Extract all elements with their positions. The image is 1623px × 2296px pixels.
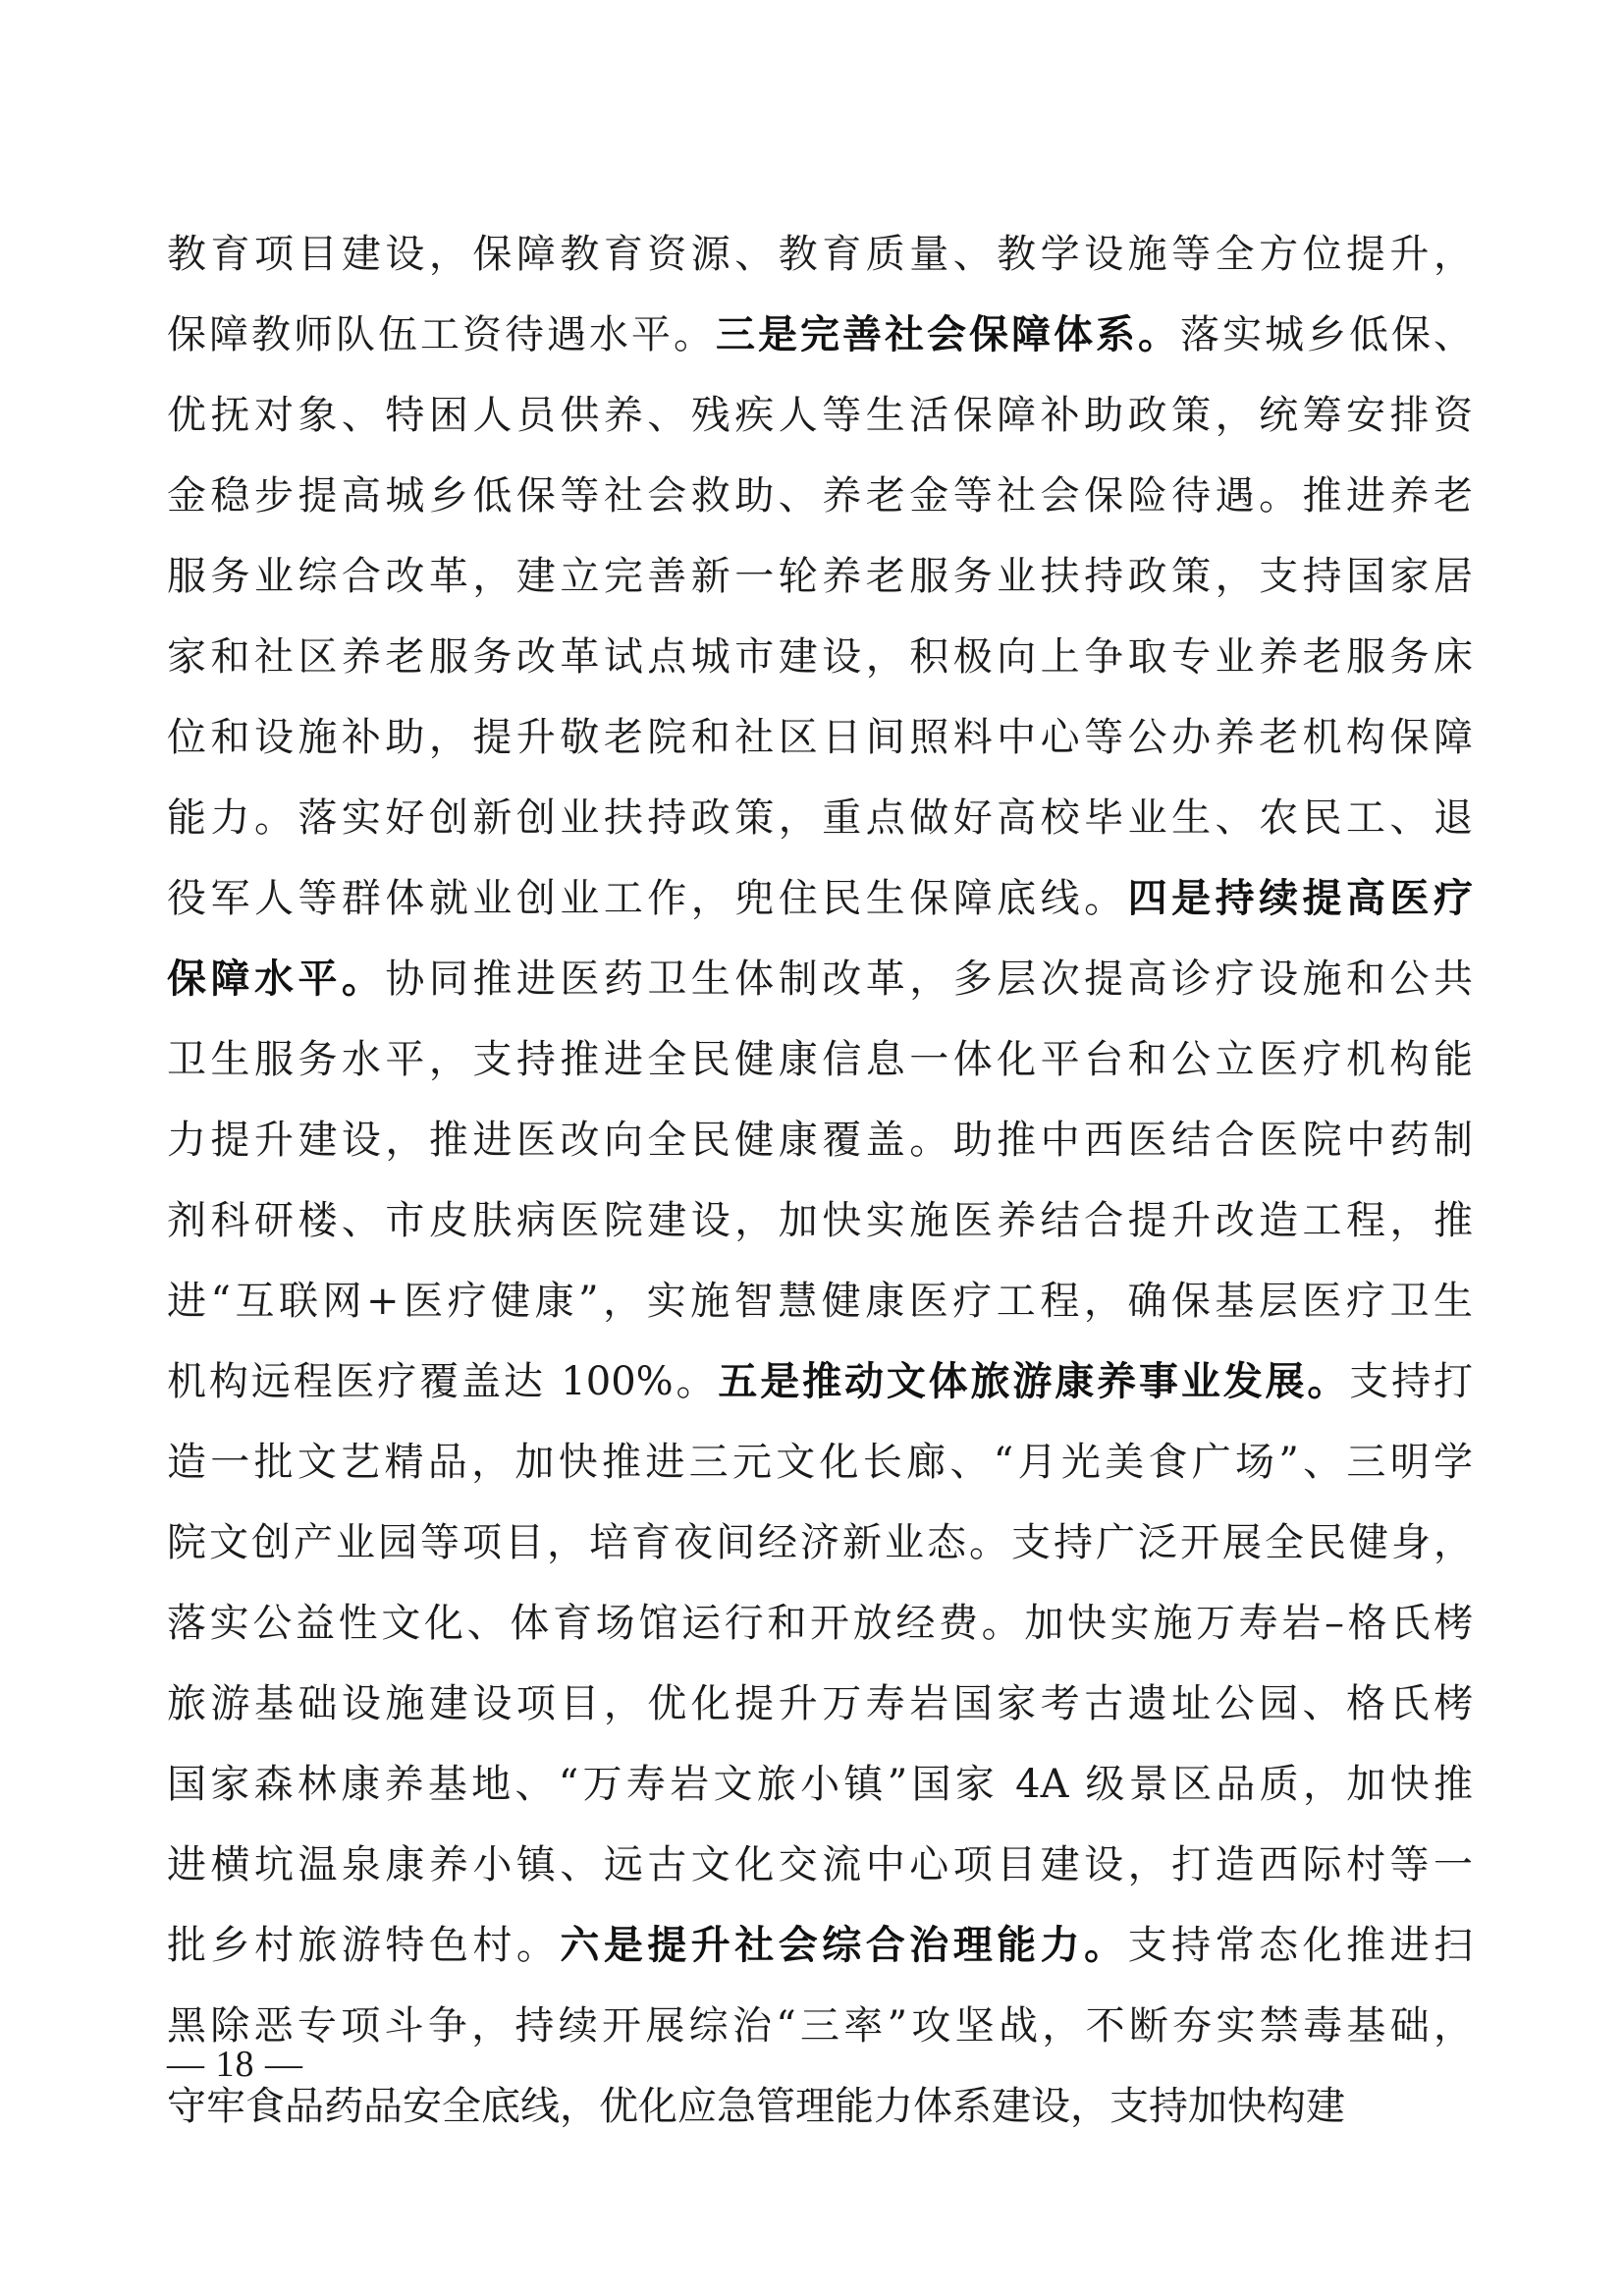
text-segment: 教育项目建设，保障教育资源、教育质量、教学设施等全方位提升， — [167, 232, 1473, 277]
text-segment: 优抚对象、特困人员供养、残疾人等生活保障补助政策，统筹安排资 — [167, 393, 1473, 438]
text-line — [167, 1905, 1473, 1986]
text-segment: 能力。落实好创新创业扶持政策，重点做好高校毕业生、农民工、退 — [167, 795, 1473, 841]
bold-heading-phrase: 六是提升社会综合治理能力。 — [560, 1923, 1128, 1968]
text-segment: 役军人等群体就业创业工作，兜住民生保障底线。 — [167, 876, 1128, 921]
text-segment: 落实城乡低保、 — [1180, 312, 1473, 357]
text-line — [167, 858, 1473, 939]
text-segment: 服务业综合改革，建立完善新一轮养老服务业扶持政策，支持国家居 — [167, 554, 1473, 599]
page-number: — 18 — — [167, 2044, 303, 2085]
text-segment: 批乡村旅游特色村。 — [167, 1923, 561, 1968]
text-line — [167, 1744, 1473, 1825]
text-line — [167, 1986, 1473, 2066]
text-segment: 保障教师队伍工资待遇水平。 — [167, 312, 716, 357]
text-segment: 位和设施补助，提升敬老院和社区日间照料中心等公办养老机构保障 — [167, 715, 1473, 760]
text-line — [167, 778, 1473, 858]
text-line — [167, 375, 1473, 456]
text-line — [167, 1825, 1473, 1905]
text-segment: 守牢食品药品安全底线，优化应急管理能力体系建设，支持加快构建 — [167, 2084, 1345, 2129]
text-line — [167, 295, 1473, 375]
text-segment: 院文创产业园等项目，培育夜间经济新业态。支持广泛开展全民健身， — [167, 1520, 1473, 1565]
body-text — [167, 214, 1473, 2147]
text-segment: 力提升建设，推进医改向全民健康覆盖。助推中西医结合医院中药制 — [167, 1118, 1473, 1163]
text-segment: 进横坑温泉康养小镇、远古文化交流中心项目建设，打造西际村等一 — [167, 1842, 1473, 1887]
text-segment: 家和社区养老服务改革试点城市建设，积极向上争取专业养老服务床 — [167, 634, 1473, 680]
text-line — [167, 1341, 1473, 1422]
text-line — [167, 697, 1473, 778]
text-segment: 卫生服务水平，支持推进全民健康信息一体化平台和公立医疗机构能 — [167, 1037, 1473, 1082]
text-segment: 落实公益性文化、体育场馆运行和开放经费。加快实施万寿岩–格氏栲 — [167, 1601, 1473, 1646]
text-line — [167, 617, 1473, 697]
text-segment: 机构远程医疗覆盖达 100%。 — [167, 1359, 719, 1404]
text-segment: 黑除恶专项斗争，持续开展综治“三率”攻坚战，不断夯实禁毒基础， — [167, 2003, 1473, 2049]
text-line — [167, 1664, 1473, 1744]
text-line — [167, 1261, 1473, 1341]
text-segment: 支持打 — [1349, 1359, 1473, 1404]
bold-heading-phrase: 四是持续提高医疗 — [1127, 876, 1473, 921]
text-segment: 造一批文艺精品，加快推进三元文化长廊、“月光美食广场”、三明学 — [167, 1440, 1473, 1485]
text-line — [167, 1180, 1473, 1261]
text-line — [167, 1422, 1473, 1503]
text-segment: 进“互联网+医疗健康”，实施智慧健康医疗工程，确保基层医疗卫生 — [167, 1279, 1473, 1324]
text-segment: 国家森林康养基地、“万寿岩文旅小镇”国家 4A 级景区品质，加快推 — [167, 1762, 1473, 1807]
text-line — [167, 536, 1473, 617]
text-line — [167, 456, 1473, 536]
text-segment: 支持常态化推进扫 — [1127, 1923, 1473, 1968]
bold-heading-phrase: 保障水平。 — [167, 957, 386, 1002]
text-line — [167, 1503, 1473, 1583]
text-line — [167, 214, 1473, 295]
text-line — [167, 1100, 1473, 1180]
text-segment: 协同推进医药卫生体制改革，多层次提高诊疗设施和公共 — [385, 957, 1473, 1002]
text-line — [167, 1583, 1473, 1664]
text-line — [167, 2066, 1473, 2147]
text-segment: 旅游基础设施建设项目，优化提升万寿岩国家考古遗址公园、格氏栲 — [167, 1681, 1473, 1726]
text-segment: 剂科研楼、市皮肤病医院建设，加快实施医养结合提升改造工程，推 — [167, 1198, 1473, 1243]
text-line — [167, 1019, 1473, 1100]
bold-heading-phrase: 三是完善社会保障体系。 — [716, 312, 1180, 357]
text-segment: 金稳步提高城乡低保等社会救助、养老金等社会保险待遇。推进养老 — [167, 473, 1473, 519]
bold-heading-phrase: 五是推动文体旅游康养事业发展。 — [718, 1359, 1350, 1404]
text-line — [167, 939, 1473, 1019]
